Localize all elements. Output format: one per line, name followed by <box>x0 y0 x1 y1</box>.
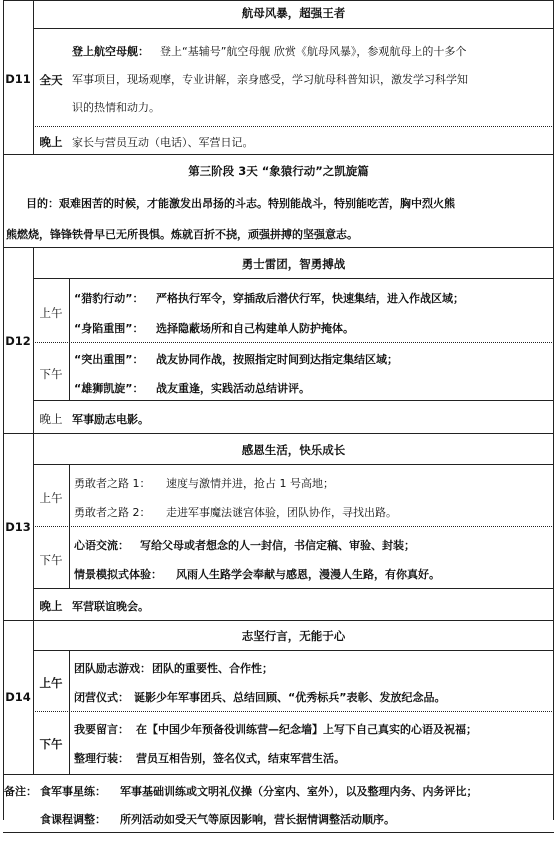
table-top-border <box>3 0 554 1</box>
d13-am-label: 上午 <box>39 491 63 505</box>
d11-allday-line-3: 识的热情和动力。 <box>72 101 160 114</box>
d11-allday-line-2: 军事项目，现场观摩，专业讲解，亲身感受，学习航母科普知识，激发学习科学知 <box>72 73 468 86</box>
d12-evening-divider <box>33 400 554 401</box>
d13-am-text-2: 走进军事魔法谜宫体验，团队协作，寻找出路。 <box>166 506 397 519</box>
d14-title-divider <box>33 650 554 651</box>
d13-day-label: D13 <box>5 520 31 534</box>
d13-pm-key-2: 情景模拟式体验： <box>74 568 162 581</box>
phase3-goal-line-2: 熊燃烧，锋锋铁骨早已无所畏惧。炼就百折不挠，顽强拼搏的坚强意志。 <box>6 228 358 241</box>
d11-evening-text: 家长与营员互动（电话）、军营日记。 <box>72 136 254 149</box>
d12-am-key-1: “猎豹行动”： <box>74 292 144 305</box>
d12-evening-text: 军事励志电影。 <box>72 413 149 426</box>
d13-evening-text: 军营联谊晚会。 <box>72 600 149 613</box>
phase3-top-border <box>3 154 554 155</box>
d13-am-key-1: 勇敢者之路 1： <box>74 477 151 490</box>
d13-title: 感恩生活，快乐成长 <box>241 443 346 457</box>
notes-item1-text: 军事基础训练或文明礼仪操（分室内、室外），以及整理内务、内务评比； <box>120 785 478 798</box>
d11-day-label: D11 <box>5 72 31 86</box>
d12-pm-key-1: “突出重围”： <box>74 353 144 366</box>
notes-top-border <box>3 774 554 775</box>
d12-pm-key-2: “雄狮凯旋”： <box>74 382 144 395</box>
d13-evening-divider <box>33 588 554 589</box>
d12-am-text-1: 严格执行军令，穿插敌后潜伏行军，快速集结，进入作战区域； <box>156 292 464 305</box>
d14-am-label: 上午 <box>39 676 63 690</box>
d13-am-key-2: 勇敢者之路 2： <box>74 506 151 519</box>
d12-day-divider <box>33 247 34 433</box>
d11-title: 航母风暴，超强王者 <box>241 6 346 20</box>
notes-item2-key: 食课程调整： <box>40 813 106 826</box>
d14-pm-key-2: 整理行装： <box>74 752 129 765</box>
d13-top-border <box>3 433 554 434</box>
d12-pm-text-1: 战友协同作战，按照指定时间到达指定集结区域； <box>156 353 398 366</box>
d13-pm-label: 下午 <box>39 553 63 567</box>
d14-pm-label: 下午 <box>39 737 63 751</box>
d14-am-text-1: 团队的重要性、合作性； <box>152 662 273 675</box>
d12-evening-label: 晚上 <box>39 412 63 426</box>
d12-title: 勇士雷团，智勇搏战 <box>241 257 346 271</box>
d13-am-text-1: 速度与激情并进，抢占 1 号高地； <box>166 477 334 490</box>
table-bottom-border <box>3 832 554 833</box>
d11-allday-line-1: 登上“基辅号”航空母舰 欣赏《航母风暴》，参观航母上的十多个 <box>160 45 467 58</box>
d12-top-border <box>3 247 554 248</box>
d14-title: 志坚行言，无能于心 <box>241 629 346 643</box>
d13-pm-divider <box>33 526 554 527</box>
d13-evening-label: 晚上 <box>39 599 63 613</box>
d12-am-label: 上午 <box>39 306 63 320</box>
d11-allday-key: 登上航空母舰： <box>72 45 149 58</box>
d13-pm-key-1: 心语交流： <box>74 539 129 552</box>
d14-pm-text-1: 在【中国少年预备役训练营—纪念墙】上写下自己真实的心语及祝福； <box>136 723 477 736</box>
d14-period-divider <box>69 650 70 774</box>
d11-evening-label: 晚上 <box>39 135 63 149</box>
notes-item2-text: 所列活动如受天气等原因影响，营长据情调整活动顺序。 <box>120 813 395 826</box>
d12-period-divider <box>69 278 70 400</box>
d11-title-divider <box>33 28 554 29</box>
phase3-title: 第三阶段 3天 “象猿行动”之凯旋篇 <box>188 164 369 178</box>
d14-day-label: D14 <box>5 690 31 704</box>
d13-title-divider <box>33 464 554 465</box>
d12-pm-text-2: 战友重逢，实践活动总结讲评。 <box>156 382 310 395</box>
phase3-goal-line-1: 目的：艰难困苦的时候，才能激发出昂扬的斗志。特别能战斗，特别能吃苦，胸中烈火熊 <box>26 197 455 210</box>
d14-pm-text-2: 营员互相告别，签名仪式，结束军营生活。 <box>136 752 345 765</box>
notes-label: 备注： <box>4 785 37 798</box>
d11-evening-divider <box>33 126 554 127</box>
d13-pm-text-2: 风雨人生路学会奉献与感恩，漫漫人生路，有你真好。 <box>176 568 440 581</box>
d12-am-key-2: “身陷重围”： <box>74 322 144 335</box>
d14-am-key-1: 团队励志游戏： <box>74 662 151 675</box>
d12-title-divider <box>33 278 554 279</box>
d14-pm-key-1: 我要留言： <box>74 723 129 736</box>
d12-am-text-2: 选择隐蔽场所和自己构建单人防护掩体。 <box>156 322 354 335</box>
d11-allday-label: 全天 <box>39 73 63 87</box>
d14-pm-divider <box>33 711 554 712</box>
notes-item1-key: 食军事星练： <box>40 785 106 798</box>
d12-day-label: D12 <box>5 334 31 348</box>
d13-pm-text-1: 写给父母或者想念的人一封信，书信定稿、审验、封装； <box>140 539 415 552</box>
d14-top-border <box>3 620 554 621</box>
d12-pm-label: 下午 <box>39 367 63 381</box>
d12-pm-divider <box>33 342 554 343</box>
d14-am-text-2: 诞影少年军事团兵、总结回顾、“优秀标兵”表彰、发放纪念品。 <box>134 691 446 704</box>
d14-am-key-2: 闭营仪式： <box>74 691 129 704</box>
